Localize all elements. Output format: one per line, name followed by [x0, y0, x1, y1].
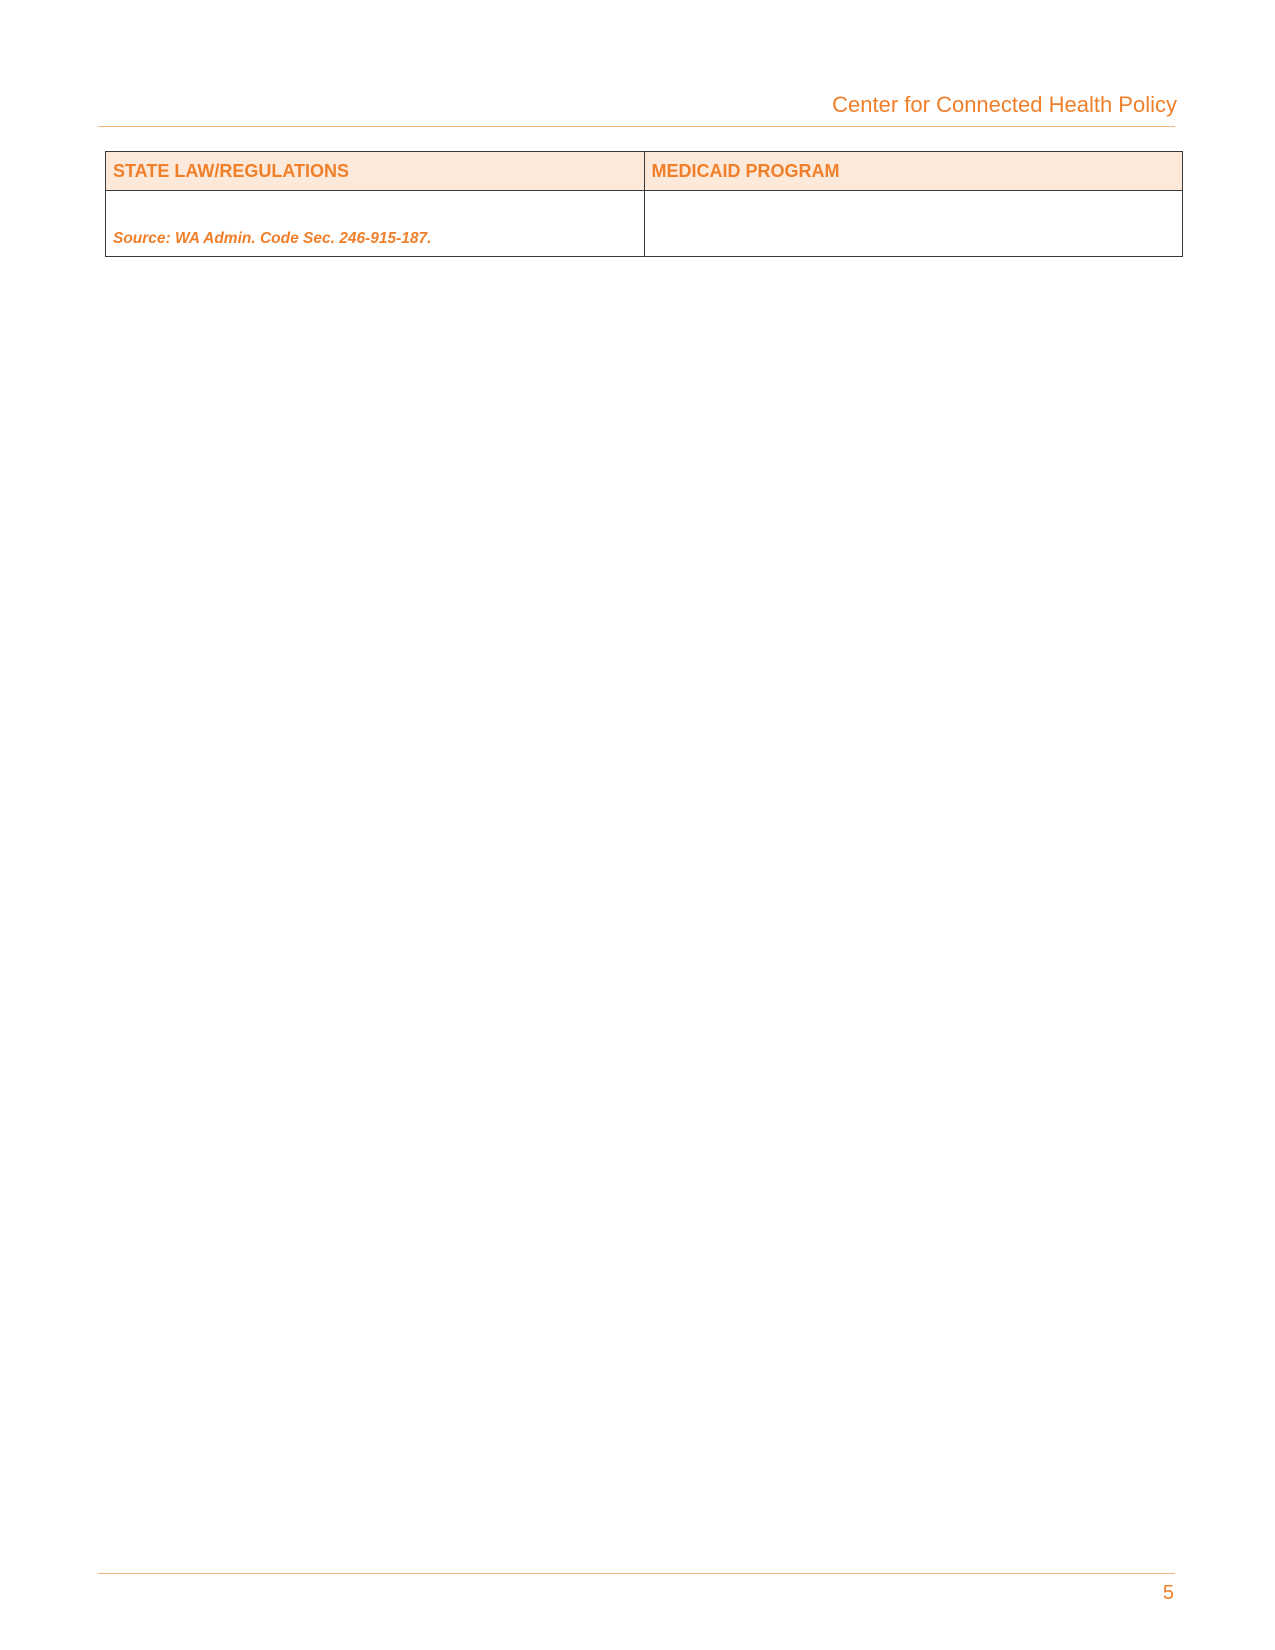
table-row: [106, 191, 1183, 257]
header-divider: [98, 126, 1175, 127]
footer-divider: [98, 1573, 1175, 1574]
medicaid-cell: [644, 191, 1183, 257]
column-header-state-law: STATE LAW/REGULATIONS: [106, 152, 645, 191]
policy-table: [105, 151, 1183, 257]
source-citation: Source: WA Admin. Code Sec. 246-915-187.: [113, 230, 432, 247]
page-number: 5: [1162, 1582, 1174, 1604]
header-organization-name: Center for Connected Health Policy: [832, 92, 1177, 117]
table-header-row: [106, 152, 1183, 191]
column-header-medicaid: MEDICAID PROGRAM: [644, 152, 1183, 191]
state-law-cell: [106, 191, 645, 257]
